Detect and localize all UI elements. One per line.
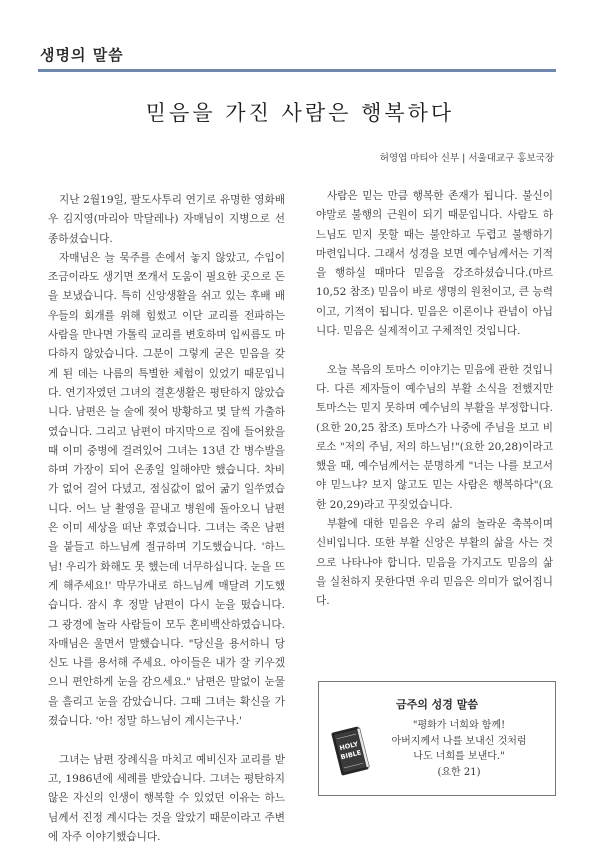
article-column-right <box>316 187 553 612</box>
weekly-verse-box <box>318 681 556 796</box>
article-title: 믿음을 가진 사람은 행복하다 <box>145 101 455 125</box>
bible-icon-label-bible: BIBLE <box>339 748 363 762</box>
verse-box-title: 금주의 성경 말씀 <box>395 698 479 711</box>
article-paragraph: 오늘 복음의 토마스 이야기는 믿음에 관한 것입니다. 다른 제자들이 예수님의 부활 소식을 전했지만 토마스는 믿지 못하며 예수님의 부활을 부정합니다.(요한 20,25 참조) 토마스가 나중에 주님을 보고 비로소 "저의 주님, 저의 하느님!"(요한 20,28)이라고 했을 때, 예수님께서는 분명하게 "너는 나를 보고서야 믿느냐? 보지 않고도 믿는 사람은 행복하다"(요한 20,29)라고 꾸짖었습니다. <box>316 363 553 511</box>
article-paragraph: 그녀는 남편 장례식을 마치고 예비신자 교리를 받고, 1986년에 세례를 받았습니다. 그녀는 평탄하지 않은 자신의 인생이 행복할 수 있었던 이유는 하느님께서 진정 계시다는 것을 알았기 때문이라고 주변에 자주 이야기했습니다. <box>48 753 285 843</box>
article-paragraph: 부활에 대한 믿음은 우리 삶의 놀라운 축복이며 신비입니다. 또한 부활 신앙은 부활의 삶을 사는 것으로 나타나야 합니다. 믿음을 가지고도 믿음의 삶을 실천하지 못한다면 우리 믿음은 의미가 없어집니다. <box>316 518 553 608</box>
bible-icon-label-holy: HOLY <box>338 739 359 753</box>
article-column-left <box>48 191 285 847</box>
verse-line: 나도 너희를 보낸다." <box>413 751 505 762</box>
article-paragraph: 사람은 믿는 만큼 행복한 존재가 됩니다. 불신이야말로 불행의 근원이 되기 때문입니다. 사람도 하느님도 믿지 못할 때는 불안하고 두렵고 불행하기 마련입니다. 그래서 성경을 보면 예수님께서는 기적을 행하실 때마다 믿음을 강조하셨습니다.(마르 10,52 참조) 믿음이 바로 생명의 원천이고, 큰 능력이고, 기적이 됩니다. 믿음은 이론이나 관념이 아닙니다. 믿음은 실제적이고 구체적인 것입니다. <box>316 190 553 338</box>
article-author: 허영엽 마티아 신부 | 서울대교구 홍보국장 <box>379 153 554 164</box>
verse-line: 아버지께서 나를 보내신 것처럼 <box>391 735 527 747</box>
section-label: 생명의 말씀 <box>40 46 124 64</box>
verse-line: "평화가 너희와 함께! <box>412 720 506 731</box>
article-paragraph: 자매님은 늘 묵주를 손에서 놓지 않았고, 수입이 조금이라도 생기면 쪼개서 도움이 필요한 곳으로 돈을 보냈습니다. 특히 신앙생활을 쉬고 있는 후배 배우들의 회개를 위해 힘썼고 이단 교리를 전파하는 사람을 만나면 가톨릭 교리를 변호하며 입씨름도 마다하지 않았습니다. 그분이 그렇게 굳은 믿음을 갖게 된 데는 나름의 특별한 체험이 있었기 때문입니다. 연기자였던 그녀의 결혼생활은 평탄하지 않았습니다. 남편은 늘 술에 젖어 방황하고 몇 달씩 가출하였습니다. 그리고 남편이 마지막으로 집에 들어왔을 때 이미 중병에 걸려있어 그녀는 13년 간 병수발을 하며 가장이 되어 온종일 일해야만 했습니다. 차비가 없어 걸어 다녔고, 점심값이 없어 굶기 일쑤였습니다. 어느 날 촬영을 끝내고 병원에 돌아오니 남편은 이미 세상을 떠난 후였습니다. 그녀는 죽은 남편을 붙들고 하느님께 절규하며 기도했습니다. '하느님! 우리가 화해도 못 했는데 너무하십니다. 눈을 뜨게 해주세요!' 막무가내로 하느님께 매달려 기도했습니다. 잠시 후 정말 남편이 다시 눈을 떴습니다. 그 광경에 놀라 사람들이 모두 혼비백산하였습니다. 자매님은 울면서 말했습니다. "당신을 용서하니 당신도 나를 용서해 주세요. 아이들은 내가 잘 키우겠으니 편안하게 눈을 감으세요." 남편은 말없이 눈물을 흘리고 눈을 감았습니다. 그때 그녀는 확신을 가졌습니다. '아! 정말 하느님이 계시는구나.' <box>48 251 285 728</box>
verse-text <box>371 718 547 780</box>
article-paragraph: 지난 2월19일, 팔도사투리 연기로 유명한 영화배우 김지영(마리아 막달레나) 자매님이 지병으로 선종하셨습니다. <box>48 194 285 245</box>
header-divider <box>38 69 556 72</box>
holy-bible-icon <box>329 722 371 780</box>
verse-reference: (요한 21) <box>437 766 481 778</box>
